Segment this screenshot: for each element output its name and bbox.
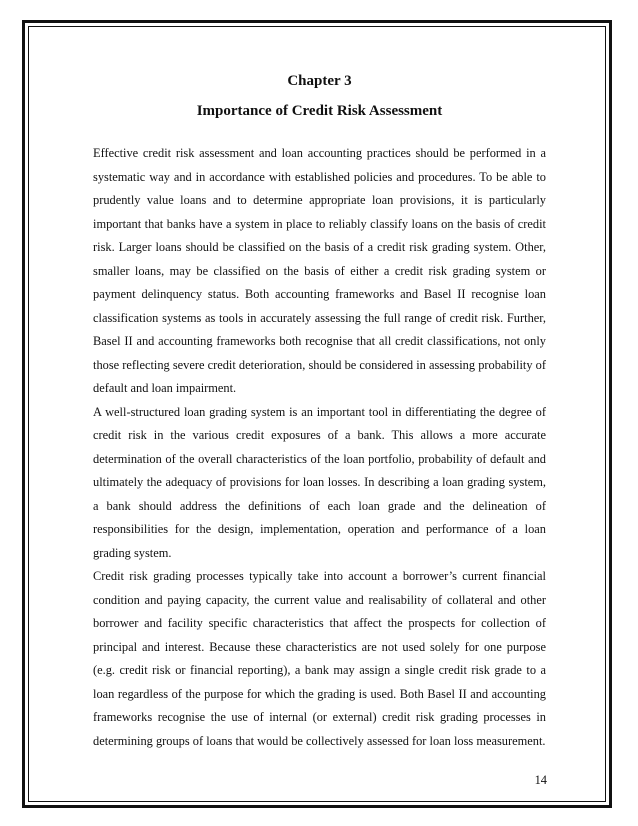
paragraph-3: Credit risk grading processes typically take into account a borrower’s current financial condition and paying capacity, the current value and realisability of collateral and other borrower and facility specific characteristics that affect the prospects for collection of principal and interest. Because these characteristics are not used solely for one purpose (e.g. credit risk or financial reporting), a bank may assign a single credit risk grade to a loan regardless of the purpose for which the grading is used. Both Basel II and accounting frameworks recognise the use of internal (or external) credit risk grading processes in determining groups of loans that would be collectively assessed for loan loss measurement. [93, 569, 546, 748]
paragraph-2: A well-structured loan grading system is an important tool in differentiating the degree of credit risk in the various credit exposures of a bank. This allows a more accurate determination of the overall characteristics of the loan portfolio, probability of default and ultimately the adequacy of provisions for loan losses. In describing a loan grading system, a bank should address the definitions of each loan grade and the delineation of responsibilities for the design, implementation, operation and performance of a loan grading system. [93, 404, 546, 560]
paragraph-1: Effective credit risk assessment and loan accounting practices should be performed in a systematic way and in accordance with established policies and procedures. To be able to prudently value loans and to determine appropriate loan provisions, it is particularly important that banks have a system in place to reliably classify loans on the basis of credit risk. Larger loans should be classified on the basis of a credit risk grading system. Other, smaller loans, may be classified on the basis of either a credit risk grading system or payment delinquency status. Both accounting frameworks and Basel II recognise loan classification systems as tools in accurately assessing the full range of credit risk. Further, Basel II and accounting frameworks both recognise that all credit classifications, not only those reflecting severe credit deterioration, should be considered in assessing probability of default and loan impairment. [93, 146, 546, 395]
page-number: 14 [534, 773, 547, 787]
page-content [93, 60, 546, 753]
chapter-title: Importance of Credit Risk Assessment [196, 103, 443, 119]
body-text [93, 142, 546, 753]
chapter-label: Chapter 3 [287, 73, 352, 89]
